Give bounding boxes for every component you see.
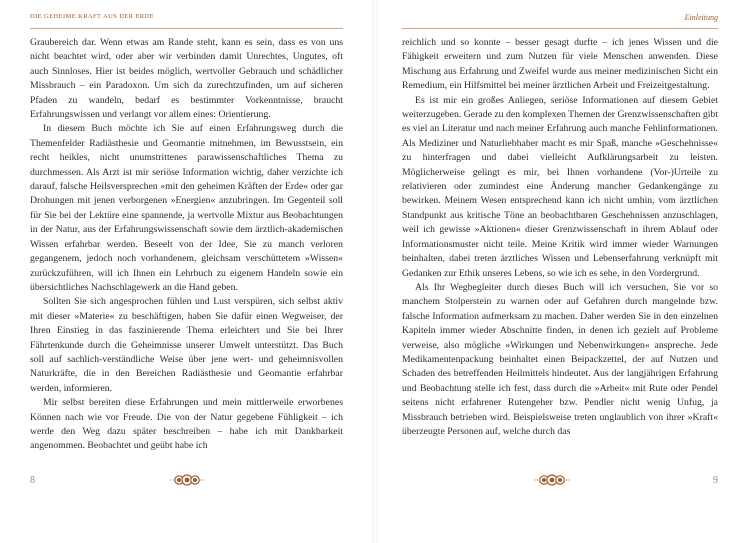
page-number-right: 9 <box>713 475 718 486</box>
paragraph: Sollten Sie sich angesprochen fühlen und Lust verspüren, sich selbst aktiv mit dieser »Materie« zu beschäftigen, haben Sie dafür einen Wegweiser, der Ihren Einstieg in das faszinierende Thema erleichtert und Sie bei Ihrer Fährtenkunde durch die Geheimnisse unserer Umwelt unterstützt. Das Buch soll auf sachlich-verständliche Weise über jene wert- und geheimnisvollen Naturkräfte, die in den Bereichen Radiästhesie und Geomantie erfahrbar werden, informieren. <box>30 296 343 394</box>
paragraph: Es ist mir ein großes Anliegen, seriöse Informationen auf diesem Gebiet weiterzugeben. Gerade zu den komplexen Themen der Grenzwissenschaften gibt es viel an Literatur und nach meiner Erfahrung auch manche Fehlinformationen. Als Mediziner und Naturliebhaber macht es mir Spaß, manche »Geschehnisse« zu hinterfragen und dabei vielleicht Aufklärungsarbeit zu leisten. Möglicherweise gelingt es mir, bei Ihnen vorhandene (Vor-)Urteile zu relativieren oder zumindest eine Änderung mancher Gedankengänge zu bewirken. Meinem Wesen entsprechend kann ich nicht umhin, vom ärztlichen Standpunkt aus kritische Töne an beobachtbaren Geschehnissen anzuschlagen, weil ich gewisse »Aktionen« dieser Grenzwissenschaft in ihrem Ablauf oder Informationsmuster nicht teile. Meine Kritik wird immer wieder Warnungen beinhalten, dabei treten ärztliches Wissen und Lebenserfahrung verknüpft mit Gedanken zur Ethik unseres Lebens, so wie ich es sehe, in den Vordergrund. <box>402 94 718 279</box>
running-head-right: Einleitung <box>684 13 718 22</box>
circle-ornament-icon <box>169 473 205 487</box>
header-rule <box>30 28 343 29</box>
paragraph: Als Ihr Wegbegleiter durch dieses Buch will ich versuchen, Sie vor so manchem Stolperstein zu warnen oder auf Gefahren durch mangelnde bzw. falsche Information aufmerksam zu machen. Daher werden Sie in den einzelnen Kapiteln immer wieder Abschnitte finden, in denen ich gezielt auf Probleme verweise, also mögliche »Wirkungen und Nebenwirkungen« anspreche. Jede Medikamentenpackung beinhaltet einen Beipackzettel, der auf Nutzen und Schaden des betreffenden Heilmittels hindeutet. Aus der langjährigen Erfahrung und Beobachtung stelle ich fest, dass durch die »Arbeit« mit Rute oder Pendel seitens nicht erfahrener Rutengeher bzw. Pendler nicht wenig Unfug, ja Missbrauch betrieben wird. Beispielsweise treten unglaublich von ihrer »Kraft« überzeugte Personen auf, welche durch das <box>402 281 718 437</box>
paragraph: Graubereich dar. Wenn etwas am Rande steht, kann es sein, dass es von uns nicht beachtet wird, oder aber wir verbinden damit Unrechtes, Ungutes, oft auch Sinnloses. Hier ist beides möglich, wertvoller Gebrauch und schädlicher Missbrauch – ein Paradoxon. Um sich da zurechtzufinden, um auf sicheren Pfaden zu wandeln, bedarf es bestimmter Vorkenntnisse, braucht Erfahrungswissen und verlangt vor allem eines: Orientierung. <box>30 37 343 121</box>
header-rule <box>402 28 718 29</box>
page-number-left: 8 <box>30 475 35 486</box>
left-body-text <box>30 36 343 454</box>
paragraph: Mir selbst bereiten diese Erfahrungen und mein mittlerweile erworbenes Können nach wie vor Freude. Die von der Natur gegebene Fühligkeit – ich werde den Weg dazu später beschreiben – habe ich mit Dankbarkeit angenommen. Beobachtet und geübt habe ich <box>30 397 343 452</box>
paragraph: reichlich und so konnte – besser gesagt durfte – ich jenes Wissen und die Fähigkeit erweitern und zum Nutzen für viele Menschen anwenden. Diese Mischung aus Erfahrung und Zweifel wurde aus meiner medizinischen Sicht ein Remedium, ein Hilfsmittel bei meiner ärztlichen Arbeit und Freizeitgestaltung. <box>402 37 718 92</box>
right-body-text <box>402 36 718 439</box>
right-page <box>375 0 750 543</box>
running-head-left: DIE GEHEIME KRAFT AUS DER ERDE <box>30 13 155 20</box>
circle-ornament-icon <box>534 473 570 487</box>
paragraph: In diesem Buch möchte ich Sie auf einen Erfahrungsweg durch die Themenfelder Radiästhesie und Geomantie mitnehmen, im Bewusstsein, ein recht heikles, nicht unumstrittenes parawissenschaftliches Thema zu durchmessen. Als Arzt ist mir seriöse Information wichtig, daher verzichte ich darauf, falsche Heilsversprechen »mit den geheimen Kräften der Erde« oder gar Drohungen mit jenen verborgenen »Energien« anzubringen. Im Gegenteil soll für Sie bei der Lektüre eine spannende, ja wertvolle Mixtur aus Beobachtungen in der Natur, aus der Erfahrungswissenschaft sowie dem ärztlich-akademischen Wissen erfahrbar werden. Beseelt von der Idee, Sie zu manch verloren gegangenem, jedoch noch vorhandenem, gleichsam verschüttetem »Wissen« zurückzuführen, will ich Ihnen ein Lehrbuch zu eigenem Handeln sowie ein übersichtliches Nachschlagewerk an die Hand geben. <box>30 123 343 293</box>
